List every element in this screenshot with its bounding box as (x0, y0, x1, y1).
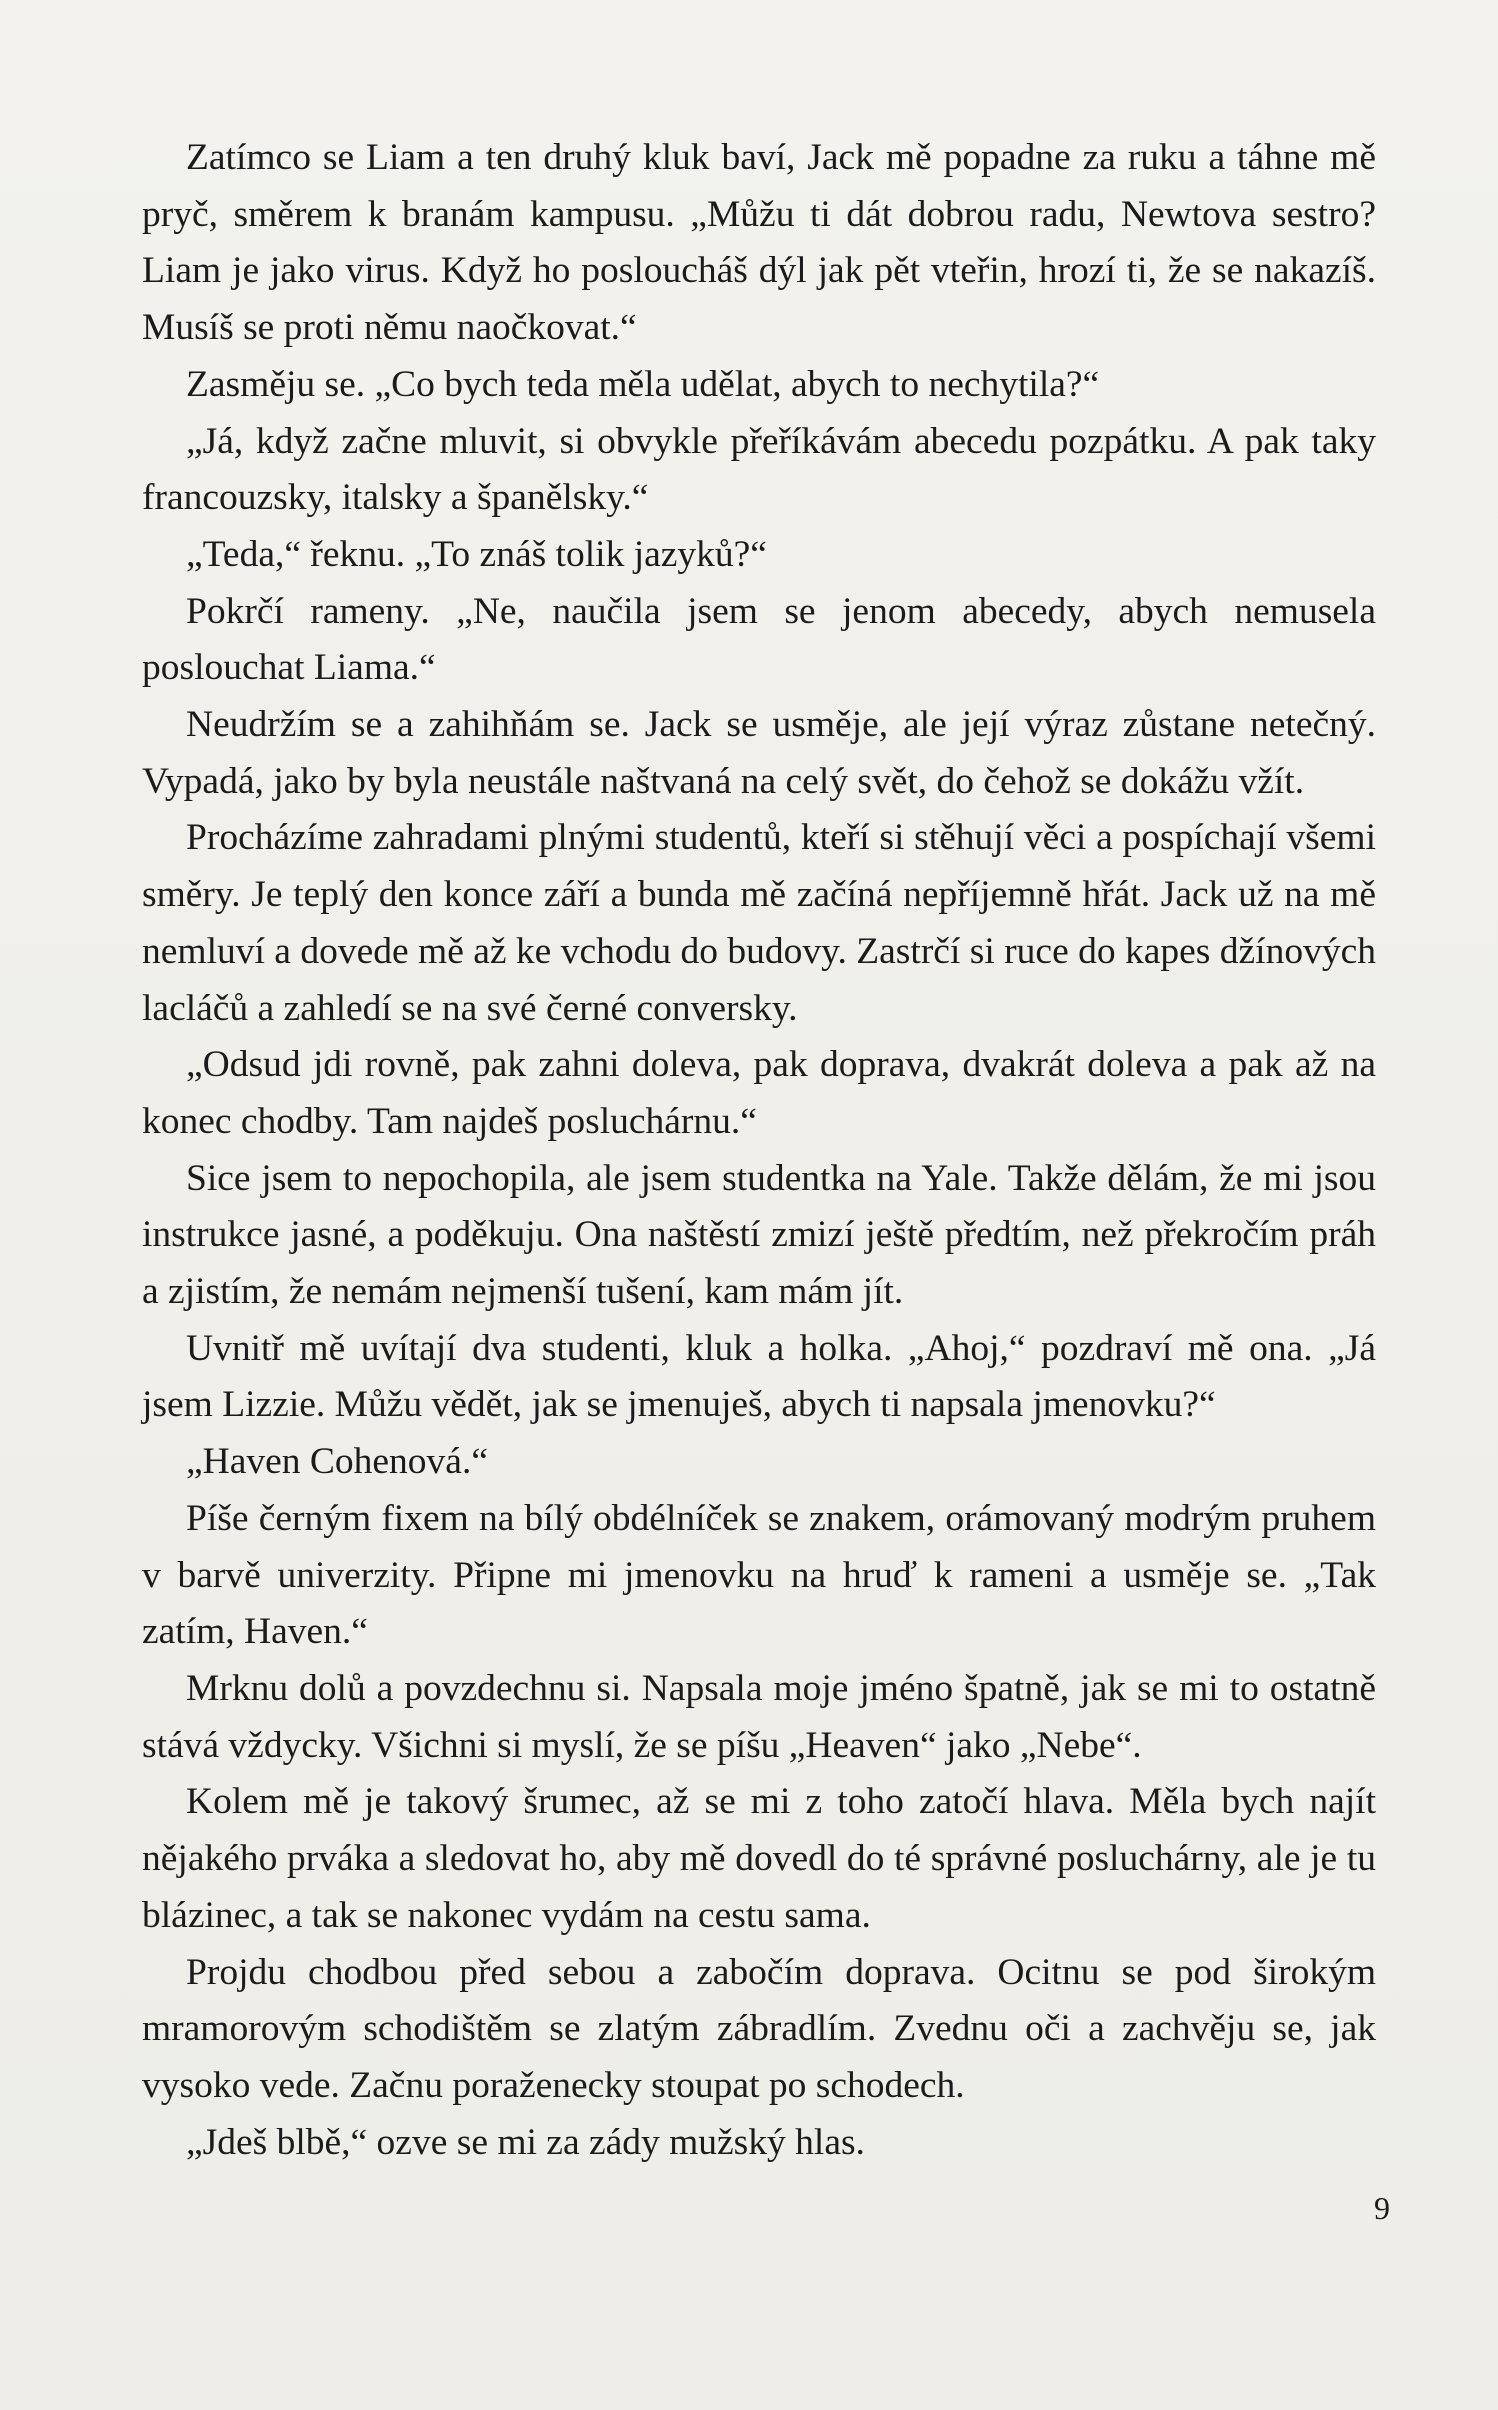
paragraph: Zatímco se Liam a ten druhý kluk baví, Jack mě popadne za ruku a táhne mě pryč, směrem k branám kampusu. „Můžu ti dát dobrou radu, Newtova sestro? Liam je jako virus. Když ho posloucháš dýl jak pět vteřin, hrozí ti, že se nakazíš. Musíš se proti němu naočkovat.“ (142, 137, 1376, 349)
paragraph: „Haven Cohenová.“ (186, 1441, 488, 1483)
paragraph: Neudržím se a zahihňám se. Jack se usměje, ale její výraz zůstane netečný. Vypadá, jako by byla neustále naštvaná na celý svět, do čehož se dokážu vžít. (142, 704, 1376, 802)
paragraph: Mrknu dolů a povzdechnu si. Napsala moje jméno špatně, jak se mi to ostatně stává vždycky. Všichni si myslí, že se píšu „Heaven“ jako „Nebe“. (142, 1667, 1376, 1766)
paragraph: Zasměju se. „Co bych teda měla udělat, abych to nechytila?“ (186, 363, 1100, 405)
paragraph: Pokrčí rameny. „Ne, naučila jsem se jenom abecedy, abych nemusela poslouchat Liama.“ (142, 590, 1376, 689)
paragraph: Píše černým fixem na bílý obdélníček se znakem, orámovaný modrým pruhem v barvě univerzity. Připne mi jmenovku na hruď k rameni a usměje se. „Tak zatím, Haven.“ (142, 1497, 1376, 1653)
paragraph: Procházíme zahradami plnými studentů, kteří si stěhují věci a pospíchají všemi směry. Je teplý den konce září a bunda mě začíná nepříjemně hřát. Jack už na mě nemluví a dovede mě až ke vchodu do budovy. Zastrčí si ruce do kapes džínových lacláčů a zahledí se na své černé conversky. (142, 817, 1376, 1029)
page-number: 9 (1374, 2190, 1390, 2226)
paragraph: Kolem mě je takový šrumec, až se mi z toho zatočí hlava. Měla bych najít nějakého prváka a sledovat ho, aby mě dovedl do té správné posluchárny, ale je tu blázinec, a tak se nakonec vydám na cestu sama. (142, 1781, 1376, 1936)
paragraph: Sice jsem to nepochopila, ale jsem studentka na Yale. Takže dělám, že mi jsou instrukce jasné, a poděkuju. Ona naštěstí zmizí ještě předtím, než překročím práh a zjistím, že nemám nejmenší tušení, kam mám jít. (142, 1157, 1376, 1313)
paragraph: Uvnitř mě uvítají dva studenti, kluk a holka. „Ahoj,“ pozdraví mě ona. „Já jsem Lizzie. Můžu vědět, jak se jmenuješ, abych ti napsala jmenovku?“ (142, 1327, 1376, 1426)
paragraph: „Já, když začne mluvit, si obvykle přeříkávám abecedu pozpátku. A pak taky francouzsky, italsky a španělsky.“ (142, 420, 1376, 519)
paragraph: „Odsud jdi rovně, pak zahni doleva, pak doprava, dvakrát doleva a pak až na konec chodby. Tam najdeš posluchárnu.“ (142, 1044, 1376, 1142)
paragraph: „Teda,“ řeknu. „To znáš tolik jazyků?“ (186, 533, 767, 575)
paragraph: „Jdeš blbě,“ ozve se mi za zády mužský hlas. (186, 2121, 865, 2163)
paragraph: Projdu chodbou před sebou a zabočím doprava. Ocitnu se pod širokým mramorovým schodištěm se zlatým zábradlím. Zvednu oči a zachvěju se, jak vysoko vede. Začnu poraženecky stoupat po schodech. (142, 1951, 1376, 2106)
page-body-text (142, 130, 1376, 2171)
